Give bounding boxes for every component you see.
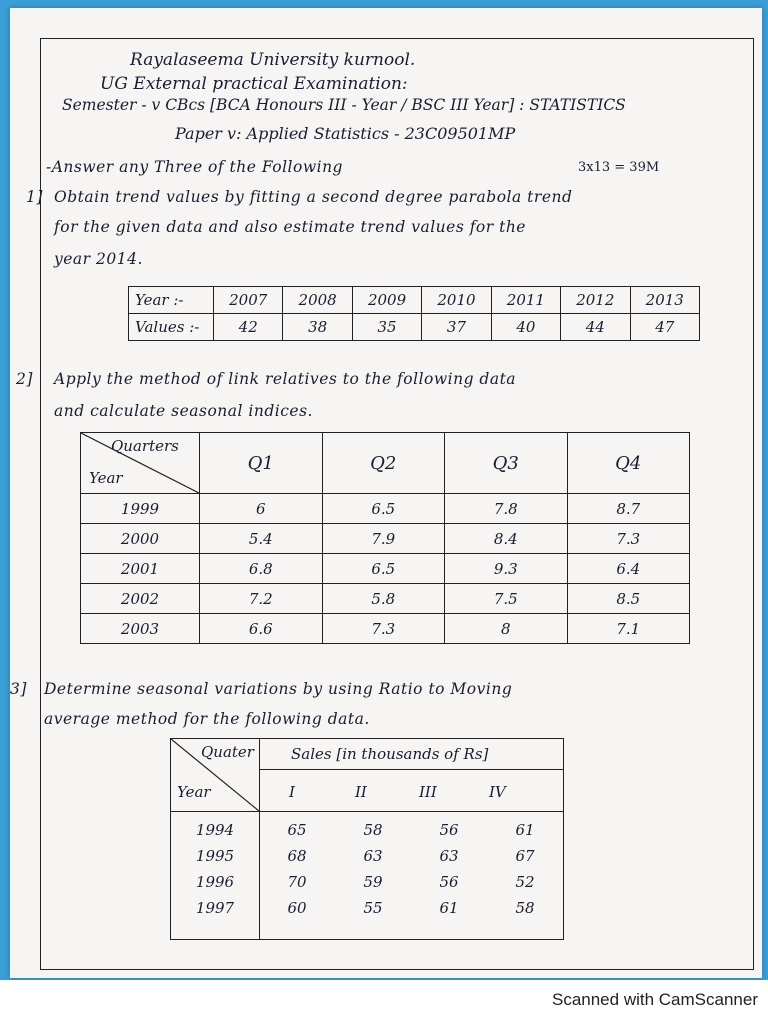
value-cell: 58	[515, 899, 535, 917]
university-title: Rayalaseema University kurnool.	[130, 50, 416, 70]
year-cell: 2003	[81, 614, 200, 644]
q3-line1: Determine seasonal variations by using Ratio to Moving	[44, 680, 513, 698]
value-cell: 6	[200, 494, 323, 524]
year-cell: 2001	[81, 554, 200, 584]
value-cell: 59	[363, 873, 383, 891]
year-cell: 1996	[195, 873, 235, 891]
quarter-header: Q3	[445, 433, 568, 494]
table-row	[171, 817, 563, 843]
exam-title: UG External practical Examination:	[100, 74, 408, 94]
value-cell: 5.8	[322, 584, 445, 614]
header-divider	[259, 769, 563, 770]
value-cell: 38	[283, 314, 352, 341]
row-label-values: Values :-	[129, 314, 214, 341]
value-cell: 40	[491, 314, 560, 341]
value-cell: 8	[445, 614, 568, 644]
value-cell: 58	[363, 821, 383, 839]
value-cell: 47	[630, 314, 699, 341]
corner-bottom-label: Year	[177, 783, 211, 801]
value-cell: 42	[214, 314, 283, 341]
value-cell: 68	[287, 847, 307, 865]
year-cell: 1994	[195, 821, 235, 839]
year-cell: 2011	[491, 287, 560, 314]
value-cell: 7.8	[445, 494, 568, 524]
value-cell: 52	[515, 873, 535, 891]
year-cell: 2013	[630, 287, 699, 314]
q1-line1: Obtain trend values by fitting a second degree parabola trend	[54, 188, 573, 206]
quarter-header: Q4	[567, 433, 690, 494]
year-cell: 1999	[81, 494, 200, 524]
scanner-footer	[0, 980, 768, 1024]
q1-line3: year 2014.	[54, 250, 143, 268]
value-cell: 61	[515, 821, 535, 839]
marks-label: 3x13 = 39M	[578, 160, 660, 175]
q3-line2: average method for the following data.	[44, 710, 370, 728]
corner-bottom-label: Year	[89, 469, 123, 487]
value-cell: 55	[363, 899, 383, 917]
value-cell: 8.4	[445, 524, 568, 554]
value-cell: 70	[287, 873, 307, 891]
q1-line2: for the given data and also estimate trend values for the	[54, 218, 526, 236]
value-cell: 65	[287, 821, 307, 839]
row-label-year: Year :-	[129, 287, 214, 314]
table-row	[171, 895, 563, 921]
quarter-header: I	[289, 783, 295, 801]
q2-line1: Apply the method of link relatives to the following data	[54, 370, 517, 388]
value-cell: 7.3	[567, 524, 690, 554]
q2-number: 2]	[16, 370, 33, 388]
value-cell: 35	[352, 314, 421, 341]
value-cell: 6.5	[322, 494, 445, 524]
q1-number: 1]	[26, 188, 43, 206]
value-cell: 63	[439, 847, 459, 865]
year-cell: 1995	[195, 847, 235, 865]
sales-header: Sales [in thousands of Rs]	[291, 745, 489, 763]
value-cell: 60	[287, 899, 307, 917]
value-cell: 7.1	[567, 614, 690, 644]
value-cell: 56	[439, 821, 459, 839]
quarter-header: II	[355, 783, 367, 801]
table-row	[129, 314, 700, 341]
value-cell: 37	[422, 314, 491, 341]
value-cell: 8.7	[567, 494, 690, 524]
q3-number: 3]	[10, 680, 27, 698]
value-cell: 6.4	[567, 554, 690, 584]
q2-line2: and calculate seasonal indices.	[54, 402, 313, 420]
value-cell: 67	[515, 847, 535, 865]
value-cell: 7.9	[322, 524, 445, 554]
value-cell: 7.5	[445, 584, 568, 614]
table-header-row	[81, 433, 690, 494]
year-cell: 2012	[561, 287, 630, 314]
year-cell: 2008	[283, 287, 352, 314]
table-row	[81, 494, 690, 524]
quarter-header: Q1	[200, 433, 323, 494]
quarter-header: Q2	[322, 433, 445, 494]
corner-top-label: Quarters	[111, 437, 179, 455]
row-divider	[171, 811, 563, 812]
semester-line: Semester - v CBcs [BCA Honours III - Year / BSC III Year] : STATISTICS	[62, 96, 626, 114]
value-cell: 44	[561, 314, 630, 341]
value-cell: 6.5	[322, 554, 445, 584]
scanner-watermark: Scanned with CamScanner	[551, 990, 758, 1009]
table-row	[81, 554, 690, 584]
paper-sheet	[10, 8, 762, 978]
value-cell: 61	[439, 899, 459, 917]
year-cell: 1997	[195, 899, 235, 917]
paper-title: Paper v: Applied Statistics - 23C09501MP	[175, 124, 516, 143]
value-cell: 7.2	[200, 584, 323, 614]
year-cell: 2010	[422, 287, 491, 314]
value-cell: 6.6	[200, 614, 323, 644]
table-row	[81, 584, 690, 614]
instructions-text: -Answer any Three of the Following	[46, 158, 343, 176]
value-cell: 9.3	[445, 554, 568, 584]
q3-data-rows	[171, 817, 563, 921]
corner-top-label: Quater	[201, 743, 254, 761]
value-cell: 5.4	[200, 524, 323, 554]
year-cell: 2002	[81, 584, 200, 614]
quarter-header: III	[419, 783, 437, 801]
value-cell: 56	[439, 873, 459, 891]
table-row	[171, 869, 563, 895]
value-cell: 6.8	[200, 554, 323, 584]
year-cell: 2009	[352, 287, 421, 314]
q1-trend-table	[128, 286, 700, 341]
q2-quarters-table	[80, 432, 690, 644]
value-cell: 8.5	[567, 584, 690, 614]
corner-header-cell	[81, 433, 200, 494]
table-row	[81, 524, 690, 554]
table-row	[81, 614, 690, 644]
year-cell: 2000	[81, 524, 200, 554]
year-cell: 2007	[214, 287, 283, 314]
table-row	[171, 843, 563, 869]
value-cell: 7.3	[322, 614, 445, 644]
quarter-header: IV	[489, 783, 506, 801]
value-cell: 63	[363, 847, 383, 865]
table-row	[129, 287, 700, 314]
q3-sales-table	[170, 738, 564, 940]
